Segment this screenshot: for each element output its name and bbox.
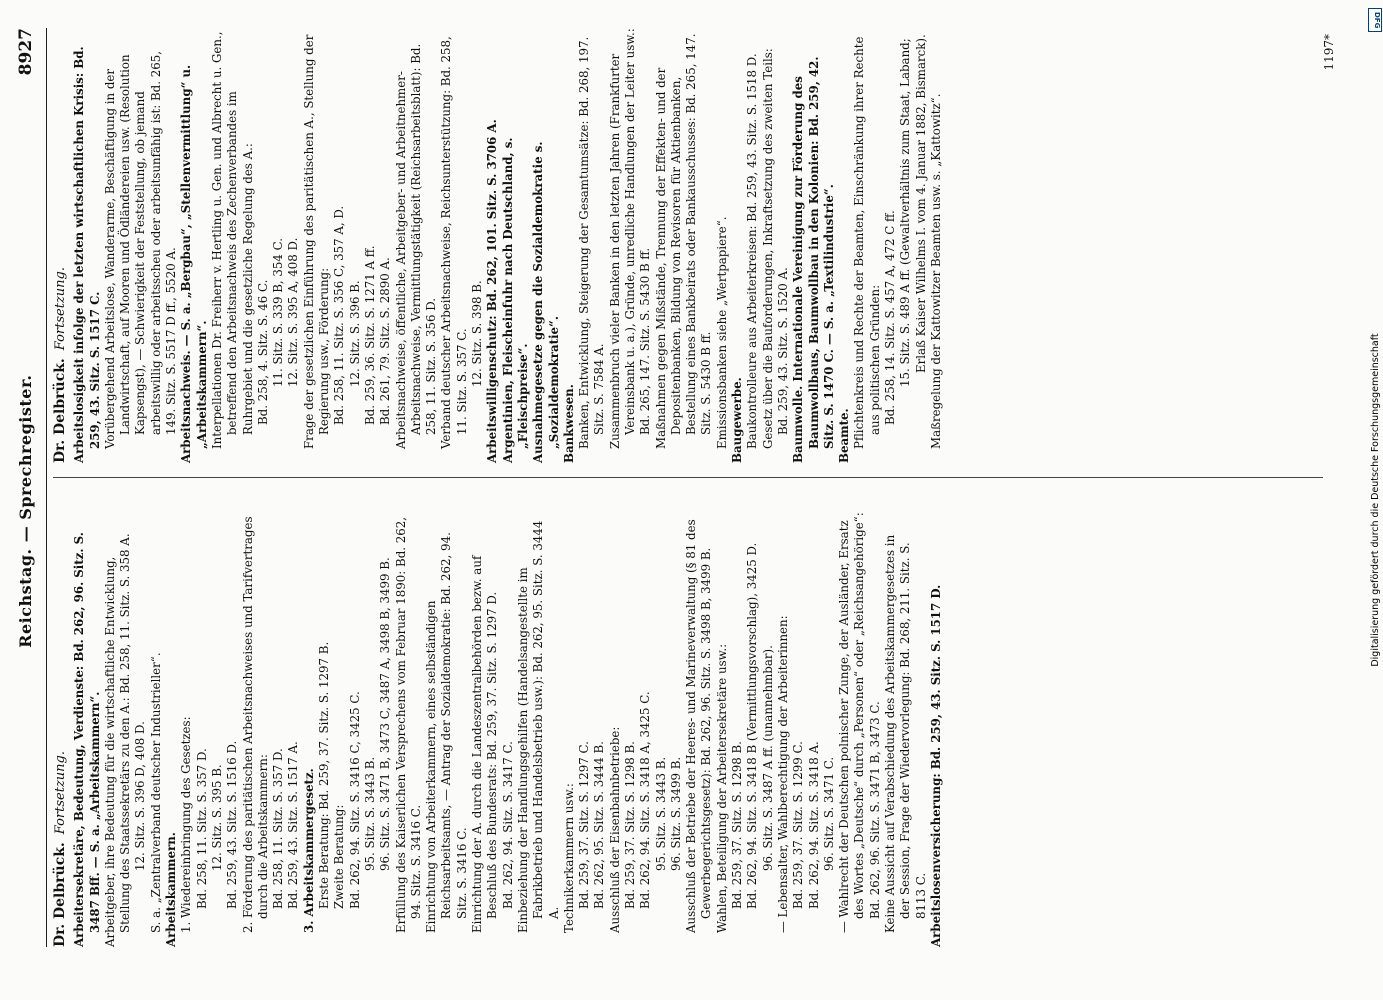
index-entry: Arbeitsnachweis. — S. a. „Bergbau“, „Stellenvermittlung“ u. „Arbeitskammern“.	[179, 60, 209, 463]
index-entry: Bd. 258, 11. Sitz. S. 357 D.	[194, 748, 209, 909]
index-entry: Bd. 259, 43. Sitz. S. 1516 D.	[225, 740, 240, 909]
index-entry: Bankwesen.	[561, 384, 576, 463]
index-entry: S. a. „Zentralverband deutscher Industrieller“.	[148, 652, 163, 933]
index-entry: 1. Wiedereinbringung des Gesetzes:	[179, 716, 194, 933]
index-entry: Ausschluß der Betriebe der Heeres- und Marineverwaltung (§ 81 des Gewerbegerichtsgesetz): Bd. 262, 96. Sitz. S. 3498 B, 3499 B.	[684, 515, 714, 933]
index-entry: 96. Sitz. S. 3471 C.	[821, 756, 836, 871]
digitization-note: Digitalisierung gefördert durch die Deutsche Forschungsgemeinschaft	[1370, 333, 1381, 667]
index-entry: Bd. 262, 94. Sitz. S. 3417 C.	[500, 741, 515, 909]
index-entry: Frage der gesetzlichen Einführung des paritätischen A., Stellung der Regierung usw., Förderung:	[301, 30, 332, 449]
index-entry: — Lebensalter, Wahlberechtigung der Arbeiterinnen:	[775, 615, 790, 933]
index-entry: Bd. 262, 95. Sitz. S. 3444 B.	[592, 741, 607, 909]
dfg-logo: DFG	[1368, 8, 1382, 32]
index-entry: Bd. 258, 11. Sitz. S. 357 D.	[271, 748, 286, 909]
index-entry: Argentinien, Fleischeinfuhr nach Deutschland, s. „Fleischpreise“.	[500, 133, 530, 463]
index-entry: Pflichtenkreis und Rechte der Beamten, Einschränkung ihrer Rechte aus politischen Gründen:	[852, 32, 882, 449]
page-footer-signature: 1197*	[1321, 34, 1336, 71]
index-entry: Baugewerbe.	[730, 377, 745, 463]
index-entry: Banken, Entwicklung, Steigerung der Gesamtumsätze: Bd. 268, 197. Sitz. S. 7584 A.	[577, 33, 607, 449]
index-entry: Bd. 262, 94. Sitz. S. 3416 C, 3425 C.	[347, 691, 362, 909]
index-entry: Einrichtung von Arbeiterkammern, eines selbständigen Reichsarbeitsamts, — Antrag der Sozialdemokratie: Bd. 262, 94. Sitz. S. 3416 C.	[424, 528, 469, 933]
index-entry: Bd. 262, 94. Sitz. S. 3418 B (Vermittlungsvorschlag), 3425 D.	[745, 542, 760, 909]
index-entry: Bd. 259, 43. Sitz. S. 1517 A.	[286, 741, 301, 909]
page-number: 8927	[16, 28, 36, 76]
index-entry: 12. Sitz. S. 396 D, 408 D.	[133, 721, 148, 871]
index-entry: Ausnahmegesetze gegen die Sozialdemokratie s. „Sozialdemokratie“.	[531, 137, 561, 463]
left-column	[52, 508, 1323, 947]
index-entry: Ausschluß der Eisenbahnbetriebe:	[607, 726, 622, 933]
index-entry: Zusammenbruch vieler Banken in den letzten Jahren (Frankfurter Vereinsbank u. a.), Gründe, unredliche Handlungen der Leiter usw.: Bd. 265, 147. Sitz. S. 5430 B ff.	[607, 24, 653, 449]
index-entry: 96. Sitz. S. 3471 B, 3473 C, 3487 A, 3498 B, 3499 B.	[378, 557, 393, 871]
index-entry: 95. Sitz. S. 3443 B.	[653, 756, 668, 871]
left-heading-sub: Fortsetzung.	[53, 750, 68, 835]
index-entry: Bd. 259, 37. Sitz. S. 1298 B.	[730, 741, 745, 909]
index-entry: Baukontrolleure aus Arbeiterkreisen: Bd. 259, 43. Sitz. S. 1518 D.	[745, 53, 760, 449]
index-entry: Arbeitslosigkeit infolge der letzten wirtschaftlichen Krisis: Bd. 259, 43. Sitz. S. 1517 C.	[72, 42, 102, 463]
index-entry: Erfüllung des Kaiserlichen Versprechens vom Februar 1890: Bd. 262, 94. Sitz. S. 3416 C.	[393, 513, 423, 933]
left-heading-name: Dr. Delbrück.	[52, 842, 68, 947]
index-entry: Technikerkammern usw.:	[561, 783, 576, 933]
index-entry: Arbeitsnachweise, öffentliche, Arbeitgeber- und Arbeitnehmer-Arbeitsnachweise, Vermittlungstätigkeit (Reichsarbeitsblatt): Bd. 258, 11. Sitz. S. 356 D.	[393, 40, 439, 449]
index-entry: 12. Sitz. S. 396 B.	[347, 280, 362, 387]
index-entry: 96. Sitz. S. 3487 A ff. (unannehmbar).	[760, 645, 775, 871]
index-entry: 95. Sitz. S. 3443 B.	[362, 756, 377, 871]
index-entry: Zweite Beratung:	[332, 804, 347, 909]
index-entry: 12. Sitz. S. 395 A, 408 D.	[286, 237, 301, 387]
index-entry: 15. Sitz. S. 489 A ff. (Gewaltverhältnis zum Staat, Laband; Erlaß Kaiser Wilhelms I. vom 4. Januar 1882, Bismarck).	[898, 34, 928, 387]
index-entry: Bd. 258, 14. Sitz. S. 457 A, 472 C ff.	[883, 210, 898, 425]
index-entry: Wahlen, Beteiligung der Arbeitersekretäre usw.:	[714, 643, 729, 933]
index-entry: Gesetz über die Bauforderungen, Inkraftsetzung des zweiten Teils: Bd. 259, 43. Sitz. S. 1520 A.	[760, 44, 790, 449]
index-entry: 96. Sitz. S. 3499 B.	[668, 756, 683, 871]
index-entry: Arbeitslosenversicherung: Bd. 259, 43. Sitz. S. 1517 D.	[928, 584, 943, 947]
left-column-heading	[53, 512, 68, 947]
index-entry: 11. Sitz. S. 339 B, 354 C.	[271, 237, 286, 387]
index-entry: — Wahlrecht der Deutschen polnischer Zunge, der Ausländer, Ersatz des Wortes „Deutsche“ durch „Personen“ oder „Reichsangehörige“: Bd. 262, 96. Sitz. S. 3471 B, 3473 C.	[837, 508, 882, 933]
index-entry: 12. Sitz. S. 398 B.	[470, 280, 485, 387]
index-entry: Maßregelung der Kattowitzer Beamten usw. s. „Kattowitz“.	[928, 93, 943, 449]
index-entry: Bd. 259, 37. Sitz. S. 1297 C.	[577, 741, 592, 909]
index-entry: Arbeitersekretäre, Bedeutung, Verdienste: Bd. 262, 96. Sitz. S. 3487 Bff. — S. a. „Arbeitskammern“.	[72, 528, 102, 947]
index-entry: Bd. 261, 79. Sitz. S. 2890 A.	[378, 257, 393, 425]
right-heading-sub: Fortsetzung.	[53, 266, 68, 351]
index-entry: Beamte.	[837, 408, 852, 463]
index-entry: Arbeitskammern.	[164, 832, 179, 947]
index-entry: 2. Förderung des paritätischen Arbeitsnachweises und Tarifvertrages durch die Arbeitskammern:	[240, 512, 270, 933]
rotated-document-page	[10, 0, 1350, 975]
header-rule	[46, 28, 47, 947]
page-header	[16, 28, 44, 947]
index-entry: Einbeziehung der Handlungsgehilfen (Handelsangestellte im Fabrikbetrieb und Handelsbetrieb usw.): Bd. 262, 95. Sitz. S. 3444 A.	[515, 516, 561, 933]
index-entry: Keine Aussicht auf Verabschiedung des Arbeitskammergesetzes in der Session, Frage der Wiedervorlegung: Bd. 268, 211. Sitz. S. 8113 C.	[883, 531, 928, 933]
index-entry: Bd. 259, 36. Sitz. S. 1271 A ff.	[362, 245, 377, 425]
two-column-body	[52, 24, 1336, 947]
index-entry: Arbeitswilligenschutz: Bd. 262, 101. Sitz. S. 3706 A.	[485, 119, 500, 463]
right-column-heading	[53, 28, 68, 463]
index-entry: Einrichtung der A. durch die Landeszentralbehörden bezw. auf Beschluß des Bundesrats: Bd. 259, 37. Sitz. S. 1297 D.	[470, 551, 500, 933]
index-entry: Bd. 258, 4. Sitz. S. 46 C.	[255, 279, 270, 425]
index-entry: Bd. 262, 94. Sitz. S. 3418 A, 3425 C.	[638, 691, 653, 909]
right-column	[52, 24, 1336, 478]
index-entry: 12. Sitz. S. 395 B.	[209, 764, 224, 871]
index-entry: Arbeitgeber, ihre Bedeutung für die wirtschaftliche Entwicklung, Stellung des Staatssekretärs zu den A.: Bd. 258, 11. Sitz. S. 358 A.	[102, 533, 133, 947]
index-entry: Interpellationen Dr. Freiherr v. Hertling u. Gen. und Albrecht u. Gen., betreffend den Arbeitsnachweis des Zechenverbandes im Ruhrgebiet und die gesetzliche Regelung des A.:	[209, 27, 255, 449]
index-entry: Maßnahmen gegen Mißstände, Trennung der Effekten- und der Depositenbanken, Bildung von Revisoren für Aktienbanken, Bestellung eines Bankbeirats oder Bankausschusses: Bd. 265, 147. Sitz. S. 5430 B ff.	[653, 29, 714, 449]
index-entry: Bd. 259, 37. Sitz. S. 1299 C.	[791, 741, 806, 909]
index-entry: Erste Beratung: Bd. 259, 37. Sitz. S. 1297 B.	[317, 641, 332, 909]
right-heading-name: Dr. Delbrück.	[52, 358, 68, 463]
index-entry: Bd. 259, 37. Sitz. S. 1298 B.	[622, 741, 637, 909]
index-entry: Verband deutscher Arbeitsnachweise, Reichsunterstützung: Bd. 258, 11. Sitz. S. 357 C.	[439, 32, 469, 449]
index-entry: Bd. 262, 94. Sitz. S. 3418 A.	[806, 741, 821, 909]
index-entry: Vorübergehend Arbeitslose, Wanderarme, Beschäftigung in der Landwirtschaft, auf Mooren und Ödländereien usw. (Resolution Kapsengst), — Schwierigkeit der Feststellung, ob jemand arbeitswillig oder arbeitsscheu oder arbeitsunfähig ist: Bd. 265, 149. Sitz. S. 5517 D ff., 5520 A.	[102, 47, 179, 449]
header-title: Reichstag. — Sprechregister.	[16, 374, 35, 648]
index-entry: 3. Arbeitskammergesetz.	[301, 768, 316, 933]
index-entry: Bd. 258, 11. Sitz. S. 356 C, 357 A, D.	[332, 205, 347, 425]
index-entry: Baumwolle. Internationale Vereinigung zur Förderung des Baumwollbaus, Baumwollbau in den Kolonien: Bd. 259, 42. Sitz. S. 1470 C. — S. a. „Textilindustrie“.	[791, 52, 836, 463]
index-entry: Emissionsbanken siehe „Wertpapiere“.	[714, 216, 729, 449]
